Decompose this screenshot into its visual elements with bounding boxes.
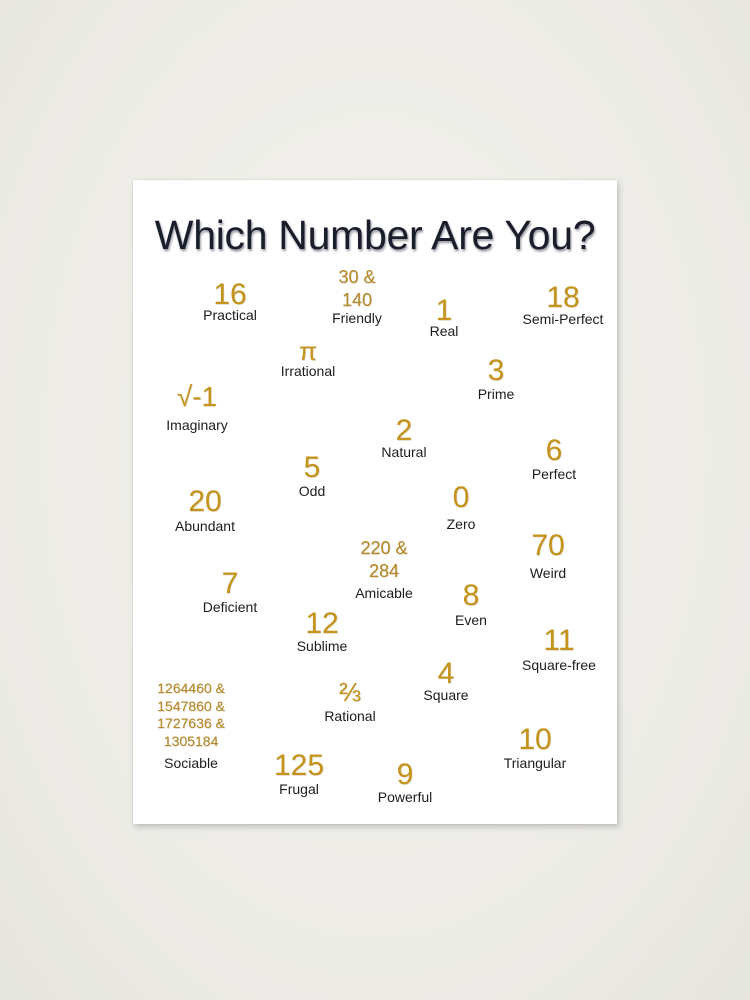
number-label: Zero [446,516,476,532]
number-value [213,280,246,310]
number-value [453,483,470,513]
number-line: 1 [435,294,453,327]
number-line: 125 [273,749,325,782]
number-line: 8 [462,579,480,612]
number-label: Imaginary [166,417,228,433]
number-label: Powerful [377,789,433,805]
number-line: 16 [213,278,247,311]
poster-title: Which Number Are You? [154,212,596,258]
number-line: √-1 [176,381,218,412]
number-line: 7 [221,567,239,600]
number-line: 3 [487,354,505,387]
number-line: 1727636 & [157,715,225,731]
number-line: π [299,336,317,366]
number-label: Sublime [296,638,348,654]
number-value [177,383,217,411]
number-line: 4 [437,657,455,690]
number-line: 9 [396,758,414,791]
number-line: 5 [303,451,321,484]
number-value [360,537,407,583]
number-line: ⅔ [339,677,361,707]
number-line: 70 [531,529,565,562]
number-label: Frugal [279,781,319,797]
number-line: 30 & [338,267,376,287]
number-value [338,266,375,312]
number-label: Amicable [355,585,413,601]
number-value [299,338,317,364]
number-label: Square-free [522,657,596,673]
number-value [396,416,413,446]
number-value [188,487,221,517]
number-label: Natural [381,444,427,460]
number-line: 1305184 [163,732,219,749]
number-label: Rational [324,708,376,724]
number-label: Perfect [531,466,577,482]
number-line: 12 [305,607,339,640]
number-label: Square [423,687,469,703]
number-label: Odd [298,483,326,499]
number-line: 0 [452,481,470,514]
number-value [531,531,564,561]
number-label: Weird [529,565,567,581]
number-label: Irrational [280,363,336,379]
number-label: Triangular [503,755,567,771]
number-value [436,296,453,326]
number-label: Even [455,612,487,628]
number-line: 18 [546,281,580,314]
number-value [305,609,338,639]
number-line: 20 [188,485,222,518]
number-line: 2 [395,414,413,447]
number-line: 220 & [360,538,408,558]
number-line: 11 [543,624,575,657]
number-line: 1547860 & [157,697,225,714]
number-line: 284 [368,561,400,581]
number-label: Abundant [175,518,235,534]
number-value [339,679,361,705]
number-value [543,626,574,656]
number-value [222,569,239,599]
number-line: 6 [545,434,563,467]
number-value [304,453,321,483]
number-value [157,680,225,750]
number-label: Practical [203,307,257,323]
number-value [438,659,455,689]
number-value [463,581,480,611]
number-label: Sociable [164,755,218,771]
number-value [488,356,505,386]
number-label: Prime [477,386,515,402]
number-label: Real [429,323,459,339]
number-value [546,436,563,466]
number-line: 1264460 & [157,680,225,696]
number-value [397,760,414,790]
number-value [546,283,579,313]
number-line: 10 [518,723,552,756]
number-label: Semi-Perfect [522,311,604,327]
number-value [274,751,324,781]
number-label: Friendly [332,310,382,326]
number-value [518,725,551,755]
number-line: 140 [341,290,373,310]
number-label: Deficient [202,599,258,615]
